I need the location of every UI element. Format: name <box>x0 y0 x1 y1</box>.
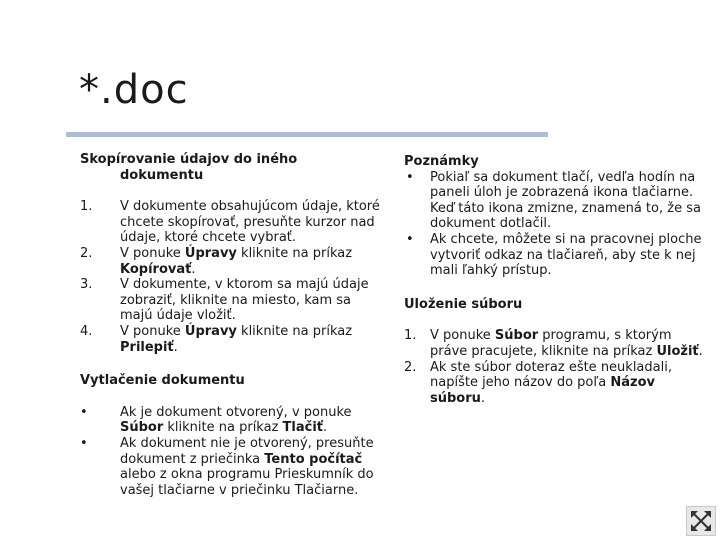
heading-copy-data: Skopírovanie údajov do iného dokumentu <box>80 152 298 183</box>
right-column <box>404 154 704 406</box>
left-column <box>80 152 380 498</box>
heading-save-file: Uloženie súboru <box>404 296 523 312</box>
note-bullet-2: • Ak chcete, môžete si na pracovnej ploche vytvoriť odkaz na tlačiareň, aby ste k nej mali ľahký prístup. <box>406 231 702 279</box>
heading-print-document: Vytlačenie dokumentu <box>80 373 245 389</box>
expand-arrows-icon[interactable] <box>686 506 716 536</box>
heading-notes: Poznámky <box>404 154 479 169</box>
copy-step-1: 1. V dokumente obsahujúcom údaje, ktoré chcete skopírovať, presuňte kurzor nad údaje, ktoré chcete vybrať. <box>80 199 380 246</box>
title-underline <box>66 132 548 137</box>
note-bullet-1: • Pokiaľ sa dokument tlačí, vedľa hodín na paneli úloh je zobrazená ikona tlačiarne. Keď táto ikona zmizne, znamená to, že sa dokument dotlačil. <box>406 169 701 232</box>
copy-step-3: 3. V dokumente, v ktorom sa majú údaje zobraziť, kliknite na miesto, kam sa majú údaje vložiť. <box>80 277 369 324</box>
copy-step-2: 2. V ponuke Úpravy kliknite na príkaz Kopírovať. <box>80 245 353 277</box>
print-bullet-1: • Ak je dokument otvorený, v ponuke Súbor kliknite na príkaz Tlačiť. <box>80 404 352 436</box>
copy-step-4: 4. V ponuke Úpravy kliknite na príkaz Prilepiť. <box>80 323 353 355</box>
save-step-1: 1. V ponuke Súbor programu, s ktorým práve pracujete, kliknite na príkaz Uložiť. <box>404 328 703 359</box>
save-step-2: 2. Ak ste súbor doteraz ešte neukladali, napíšte jeho názov do poľa Názov súboru. <box>404 359 672 406</box>
expand-arrows-glyph <box>687 507 715 535</box>
print-bullet-2: • Ak dokument nie je otvorený, presuňte dokument z priečinka Tento počítač alebo z okna programu Prieskumník do vašej tlačiarne v priečinku Tlačiarne. <box>80 435 374 498</box>
slide-title: *.doc <box>79 67 189 113</box>
